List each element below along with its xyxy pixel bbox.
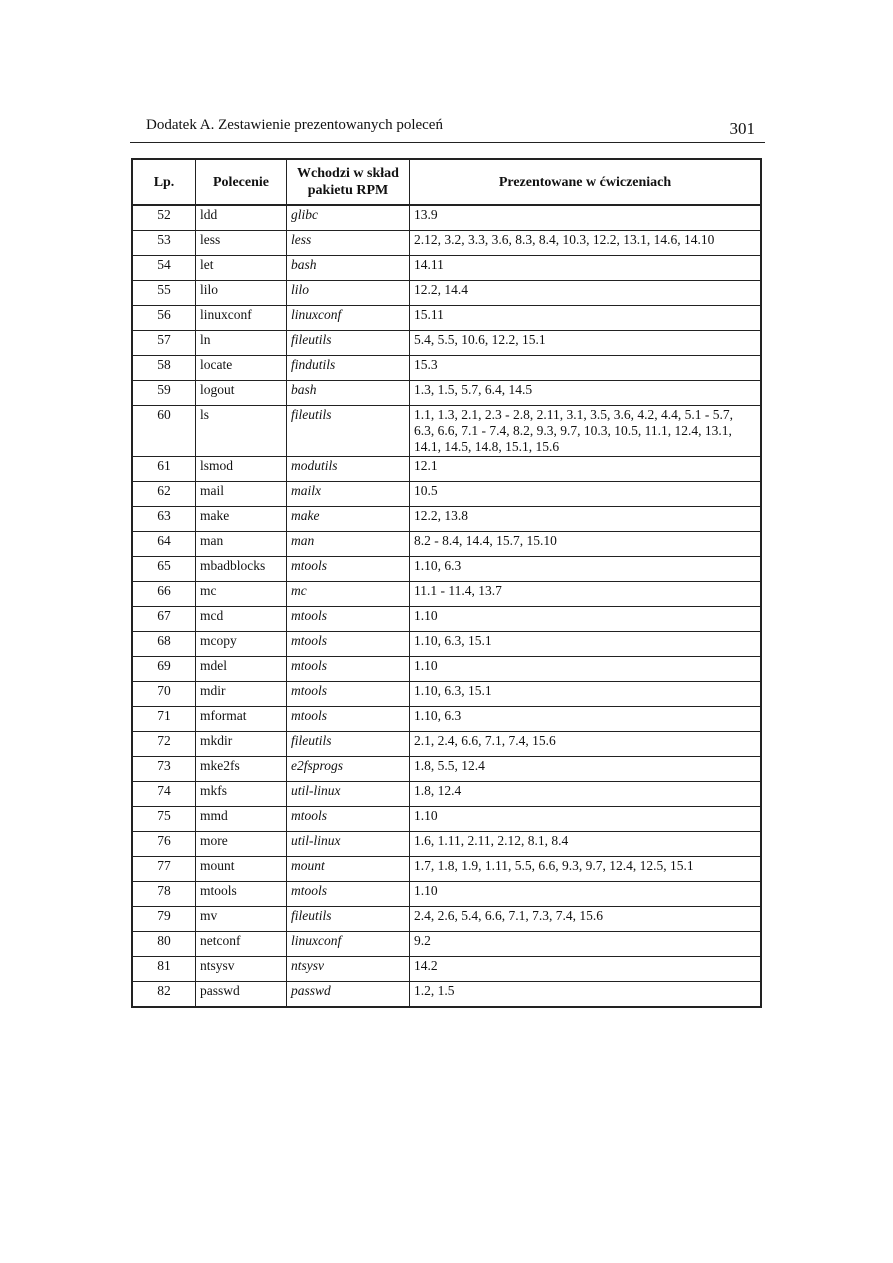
- cell-command: lilo: [196, 281, 287, 306]
- cell-command: linuxconf: [196, 306, 287, 331]
- table-row: [132, 231, 761, 256]
- cell-exercises: 1.10: [410, 657, 762, 682]
- table-row: [132, 557, 761, 582]
- cell-package: linuxconf: [287, 932, 410, 957]
- cell-exercises: 1.2, 1.5: [410, 982, 762, 1008]
- cell-package: bash: [287, 256, 410, 281]
- cell-exercises: 1.8, 12.4: [410, 782, 762, 807]
- table-row: [132, 882, 761, 907]
- cell-lp: 82: [132, 982, 196, 1008]
- cell-lp: 59: [132, 381, 196, 406]
- table-header-row: [132, 159, 761, 205]
- table-row: [132, 281, 761, 306]
- cell-lp: 56: [132, 306, 196, 331]
- cell-lp: 68: [132, 632, 196, 657]
- table-row: [132, 205, 761, 231]
- cell-exercises: 1.10, 6.3, 15.1: [410, 632, 762, 657]
- table-row: [132, 932, 761, 957]
- cell-package: mtools: [287, 807, 410, 832]
- cell-exercises: 1.7, 1.8, 1.9, 1.11, 5.5, 6.6, 9.3, 9.7, 12.4, 12.5, 15.1: [410, 857, 762, 882]
- cell-exercises: 1.1, 1.3, 2.1, 2.3 - 2.8, 2.11, 3.1, 3.5, 3.6, 4.2, 4.4, 5.1 - 5.7, 6.3, 6.6, 7.1 - 7.4, 8.2, 9.3, 9.7, 10.3, 10.5, 11.1, 12.4, 13.1, 14.1, 14.5, 14.8, 15.1, 15.6: [410, 406, 762, 457]
- cell-package: glibc: [287, 205, 410, 231]
- table-row: [132, 607, 761, 632]
- table-row: [132, 356, 761, 381]
- cell-command: ln: [196, 331, 287, 356]
- cell-command: mformat: [196, 707, 287, 732]
- cell-command: ntsysv: [196, 957, 287, 982]
- table-row: [132, 957, 761, 982]
- cell-exercises: 2.12, 3.2, 3.3, 3.6, 8.3, 8.4, 10.3, 12.2, 13.1, 14.6, 14.10: [410, 231, 762, 256]
- table-row: [132, 507, 761, 532]
- cell-package: mc: [287, 582, 410, 607]
- cell-lp: 75: [132, 807, 196, 832]
- table-row: [132, 682, 761, 707]
- table-row: [132, 532, 761, 557]
- cell-lp: 76: [132, 832, 196, 857]
- table-row: [132, 782, 761, 807]
- table-row: [132, 306, 761, 331]
- cell-exercises: 1.8, 5.5, 12.4: [410, 757, 762, 782]
- cell-exercises: 2.4, 2.6, 5.4, 6.6, 7.1, 7.3, 7.4, 15.6: [410, 907, 762, 932]
- cell-package: e2fsprogs: [287, 757, 410, 782]
- cell-exercises: 1.3, 1.5, 5.7, 6.4, 14.5: [410, 381, 762, 406]
- page-number: 301: [729, 119, 755, 138]
- page-header: [130, 112, 765, 143]
- cell-lp: 81: [132, 957, 196, 982]
- table-row: [132, 982, 761, 1008]
- cell-command: mbadblocks: [196, 557, 287, 582]
- cell-package: fileutils: [287, 732, 410, 757]
- cell-package: make: [287, 507, 410, 532]
- cell-lp: 66: [132, 582, 196, 607]
- cell-command: mc: [196, 582, 287, 607]
- cell-command: man: [196, 532, 287, 557]
- commands-table: [131, 158, 762, 1008]
- cell-package: fileutils: [287, 331, 410, 356]
- cell-command: mke2fs: [196, 757, 287, 782]
- table-row: [132, 807, 761, 832]
- cell-command: lsmod: [196, 457, 287, 482]
- cell-command: mdel: [196, 657, 287, 682]
- cell-command: less: [196, 231, 287, 256]
- cell-package: man: [287, 532, 410, 557]
- table-row: [132, 406, 761, 457]
- cell-package: util-linux: [287, 832, 410, 857]
- cell-lp: 78: [132, 882, 196, 907]
- cell-lp: 77: [132, 857, 196, 882]
- column-header-command: Polecenie: [196, 159, 287, 205]
- cell-package: mtools: [287, 607, 410, 632]
- cell-package: mtools: [287, 657, 410, 682]
- cell-command: mkdir: [196, 732, 287, 757]
- table-row: [132, 256, 761, 281]
- cell-command: mdir: [196, 682, 287, 707]
- cell-command: mcopy: [196, 632, 287, 657]
- cell-package: bash: [287, 381, 410, 406]
- table-row: [132, 657, 761, 682]
- table-row: [132, 482, 761, 507]
- cell-exercises: 1.10, 6.3, 15.1: [410, 682, 762, 707]
- cell-exercises: 15.11: [410, 306, 762, 331]
- cell-command: passwd: [196, 982, 287, 1008]
- table-row: [132, 582, 761, 607]
- cell-exercises: 1.10: [410, 882, 762, 907]
- cell-package: mount: [287, 857, 410, 882]
- cell-package: mtools: [287, 882, 410, 907]
- cell-lp: 53: [132, 231, 196, 256]
- cell-package: modutils: [287, 457, 410, 482]
- cell-package: util-linux: [287, 782, 410, 807]
- table-row: [132, 381, 761, 406]
- table-body: [132, 205, 761, 1007]
- table-row: [132, 832, 761, 857]
- cell-lp: 54: [132, 256, 196, 281]
- cell-exercises: 8.2 - 8.4, 14.4, 15.7, 15.10: [410, 532, 762, 557]
- cell-lp: 60: [132, 406, 196, 457]
- cell-command: mmd: [196, 807, 287, 832]
- cell-exercises: 1.10: [410, 607, 762, 632]
- column-header-package: Wchodzi w skład pakietu RPM: [287, 159, 410, 205]
- cell-lp: 64: [132, 532, 196, 557]
- cell-command: mtools: [196, 882, 287, 907]
- cell-exercises: 1.10, 6.3: [410, 707, 762, 732]
- cell-lp: 67: [132, 607, 196, 632]
- cell-command: mcd: [196, 607, 287, 632]
- cell-exercises: 2.1, 2.4, 6.6, 7.1, 7.4, 15.6: [410, 732, 762, 757]
- cell-exercises: 12.1: [410, 457, 762, 482]
- cell-lp: 61: [132, 457, 196, 482]
- cell-package: linuxconf: [287, 306, 410, 331]
- cell-package: ntsysv: [287, 957, 410, 982]
- cell-command: make: [196, 507, 287, 532]
- cell-package: fileutils: [287, 907, 410, 932]
- column-header-exercises: Prezentowane w ćwiczeniach: [410, 159, 762, 205]
- table-row: [132, 907, 761, 932]
- column-header-lp: Lp.: [132, 159, 196, 205]
- cell-package: mtools: [287, 632, 410, 657]
- cell-exercises: 1.6, 1.11, 2.11, 2.12, 8.1, 8.4: [410, 832, 762, 857]
- cell-command: mv: [196, 907, 287, 932]
- cell-lp: 52: [132, 205, 196, 231]
- cell-exercises: 11.1 - 11.4, 13.7: [410, 582, 762, 607]
- cell-lp: 80: [132, 932, 196, 957]
- cell-package: mtools: [287, 707, 410, 732]
- table-row: [132, 457, 761, 482]
- header-title: Dodatek A. Zestawienie prezentowanych poleceń: [146, 117, 443, 133]
- cell-package: findutils: [287, 356, 410, 381]
- cell-command: netconf: [196, 932, 287, 957]
- cell-lp: 74: [132, 782, 196, 807]
- cell-package: passwd: [287, 982, 410, 1008]
- table-row: [132, 632, 761, 657]
- cell-lp: 73: [132, 757, 196, 782]
- cell-lp: 65: [132, 557, 196, 582]
- cell-command: locate: [196, 356, 287, 381]
- cell-exercises: 12.2, 14.4: [410, 281, 762, 306]
- cell-lp: 58: [132, 356, 196, 381]
- cell-exercises: 12.2, 13.8: [410, 507, 762, 532]
- cell-command: mount: [196, 857, 287, 882]
- cell-command: logout: [196, 381, 287, 406]
- cell-exercises: 5.4, 5.5, 10.6, 12.2, 15.1: [410, 331, 762, 356]
- cell-package: mtools: [287, 682, 410, 707]
- table-row: [132, 757, 761, 782]
- cell-lp: 72: [132, 732, 196, 757]
- cell-command: mail: [196, 482, 287, 507]
- cell-exercises: 14.11: [410, 256, 762, 281]
- cell-command: ls: [196, 406, 287, 457]
- cell-command: more: [196, 832, 287, 857]
- table-row: [132, 331, 761, 356]
- cell-exercises: 10.5: [410, 482, 762, 507]
- cell-lp: 63: [132, 507, 196, 532]
- cell-exercises: 13.9: [410, 205, 762, 231]
- table-row: [132, 857, 761, 882]
- cell-lp: 55: [132, 281, 196, 306]
- cell-command: mkfs: [196, 782, 287, 807]
- cell-package: mailx: [287, 482, 410, 507]
- cell-exercises: 14.2: [410, 957, 762, 982]
- cell-lp: 62: [132, 482, 196, 507]
- cell-exercises: 9.2: [410, 932, 762, 957]
- cell-lp: 69: [132, 657, 196, 682]
- cell-lp: 79: [132, 907, 196, 932]
- cell-package: lilo: [287, 281, 410, 306]
- cell-exercises: 1.10, 6.3: [410, 557, 762, 582]
- table-row: [132, 732, 761, 757]
- table-row: [132, 707, 761, 732]
- cell-command: ldd: [196, 205, 287, 231]
- cell-package: less: [287, 231, 410, 256]
- cell-lp: 57: [132, 331, 196, 356]
- cell-package: mtools: [287, 557, 410, 582]
- cell-command: let: [196, 256, 287, 281]
- cell-lp: 71: [132, 707, 196, 732]
- cell-exercises: 1.10: [410, 807, 762, 832]
- cell-package: fileutils: [287, 406, 410, 457]
- cell-lp: 70: [132, 682, 196, 707]
- cell-exercises: 15.3: [410, 356, 762, 381]
